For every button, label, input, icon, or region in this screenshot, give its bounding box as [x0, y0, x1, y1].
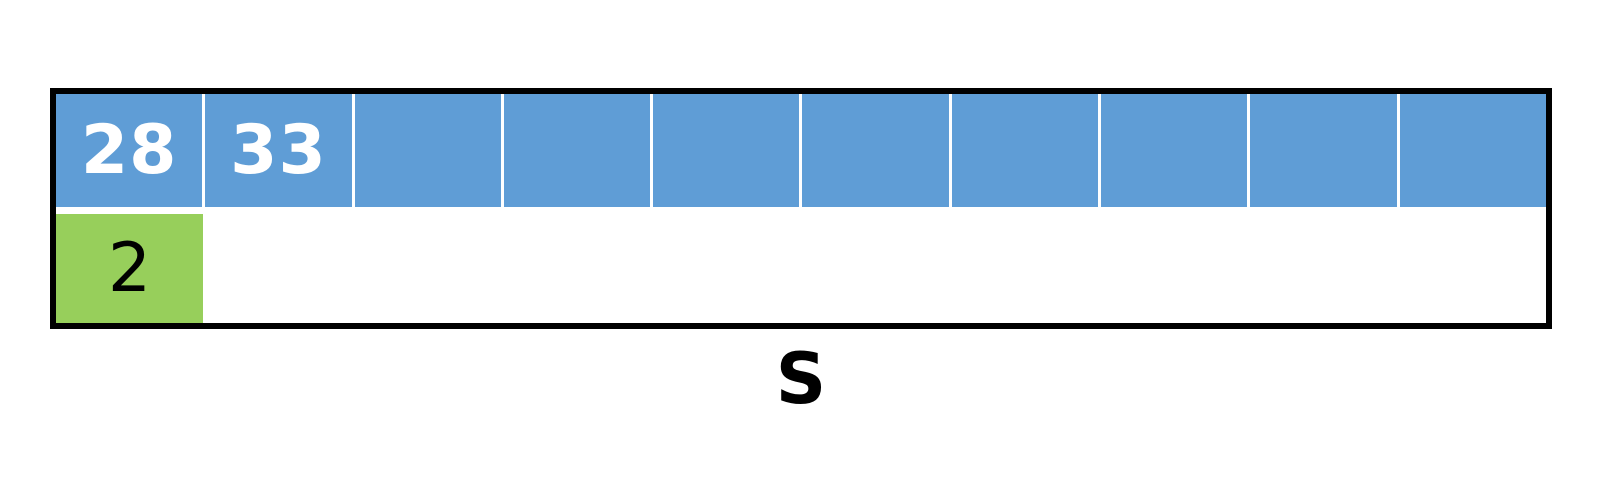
top-cell-3	[355, 94, 504, 207]
top-cell-9	[1250, 94, 1399, 207]
bottom-row	[56, 214, 1546, 323]
top-cell-10	[1400, 94, 1546, 207]
top-cell-5	[653, 94, 802, 207]
diagram-label: S	[775, 338, 827, 420]
tape-diagram	[50, 88, 1552, 329]
top-cell-8	[1101, 94, 1250, 207]
top-cell-2: 33	[205, 94, 354, 207]
top-cell-7	[952, 94, 1101, 207]
top-cell-1: 28	[56, 94, 205, 207]
top-cell-4	[504, 94, 653, 207]
top-cell-6	[802, 94, 951, 207]
bottom-cell-1: 2	[56, 214, 203, 323]
top-row	[56, 94, 1546, 207]
